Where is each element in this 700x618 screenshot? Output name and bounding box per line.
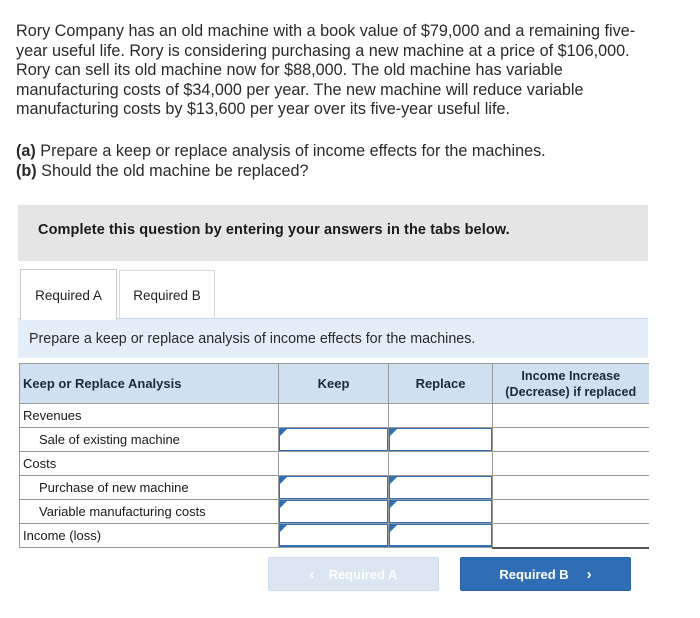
replace-purchase-new-input[interactable] (389, 476, 492, 499)
header-analysis: Keep or Replace Analysis (20, 364, 279, 404)
keep-replace-table (19, 363, 649, 549)
keep-purchase-new-input[interactable] (279, 476, 388, 499)
table-row (20, 452, 649, 476)
next-button-label: Required B (499, 566, 569, 582)
table-row (20, 404, 649, 428)
row-label-revenues: Revenues (20, 404, 279, 428)
blank-cell (389, 404, 493, 428)
row-label-costs: Costs (20, 452, 279, 476)
part-b (16, 162, 656, 182)
keep-variable-costs-input[interactable] (279, 500, 388, 523)
part-a-label: (a) (16, 142, 36, 160)
table-row (20, 524, 649, 548)
problem-line: manufacturing costs by $13,600 per year over its five-year useful life. (16, 100, 510, 118)
table-row (20, 476, 649, 500)
keep-income-loss-cell (279, 524, 389, 548)
replace-variable-costs-input[interactable] (389, 500, 492, 523)
header-income (493, 364, 649, 404)
instruction-banner (18, 205, 648, 261)
question-parts (16, 142, 656, 181)
instruction-text: Complete this question by entering your answers in the tabs below. (38, 222, 510, 238)
row-label-variable-costs: Variable manufacturing costs (20, 500, 279, 524)
row-label-purchase-new: Purchase of new machine (20, 476, 279, 500)
prev-button-label: Required A (328, 566, 398, 582)
blank-cell (493, 524, 649, 548)
keep-sale-existing-input[interactable] (279, 428, 388, 451)
replace-sale-existing-cell (389, 428, 493, 452)
row-label-sale-existing: Sale of existing machine (20, 428, 279, 452)
chevron-left-icon: ‹ (309, 565, 315, 583)
row-label-income-loss: Income (loss) (20, 524, 279, 548)
header-income-line2: (Decrease) if replaced (505, 384, 637, 399)
problem-line: year useful life. Rory is considering purchasing a new machine at a price of $106,000. (16, 41, 630, 60)
blank-cell (493, 500, 649, 524)
problem-line: Rory Company has an old machine with a book value of $79,000 and a remaining five- (16, 22, 636, 40)
problem-statement (16, 22, 656, 120)
header-keep: Keep (279, 364, 389, 404)
tab-required-b[interactable]: Required B (119, 270, 215, 319)
chevron-right-icon: › (586, 565, 592, 583)
header-income-line1: Income Increase (521, 368, 621, 383)
blank-cell (493, 452, 649, 476)
replace-sale-existing-input[interactable] (389, 428, 492, 451)
tab-prompt (18, 318, 648, 358)
part-a-text: Prepare a keep or replace analysis of income effects for the machines. (35, 142, 546, 160)
prev-required-a-button[interactable] (268, 557, 439, 591)
part-b-label: (b) (16, 161, 37, 180)
keep-income-loss-input[interactable] (279, 524, 388, 547)
keep-variable-costs-cell (279, 500, 389, 524)
replace-purchase-new-cell (389, 476, 493, 500)
blank-cell (493, 404, 649, 428)
blank-cell (493, 476, 649, 500)
blank-cell (279, 452, 389, 476)
blank-cell (279, 404, 389, 428)
next-required-b-button[interactable] (460, 557, 631, 591)
table-row (20, 428, 649, 452)
tab-required-a[interactable]: Required A (20, 269, 117, 320)
problem-line: Rory can sell its old machine now for $88,000. The old machine has variable (16, 61, 563, 79)
part-b-text: Should the old machine be replaced? (36, 161, 309, 180)
part-a (16, 142, 656, 162)
prompt-text: Prepare a keep or replace analysis of income effects for the machines. (29, 331, 476, 347)
keep-purchase-new-cell (279, 476, 389, 500)
blank-cell (389, 452, 493, 476)
replace-variable-costs-cell (389, 500, 493, 524)
problem-line: manufacturing costs of $34,000 per year. The new machine will reduce variable (16, 80, 584, 99)
header-replace: Replace (389, 364, 493, 404)
replace-income-loss-input[interactable] (389, 524, 492, 547)
replace-income-loss-cell (389, 524, 493, 548)
blank-cell (493, 428, 649, 452)
table-header-row (20, 364, 649, 404)
keep-sale-existing-cell (279, 428, 389, 452)
table-row (20, 500, 649, 524)
